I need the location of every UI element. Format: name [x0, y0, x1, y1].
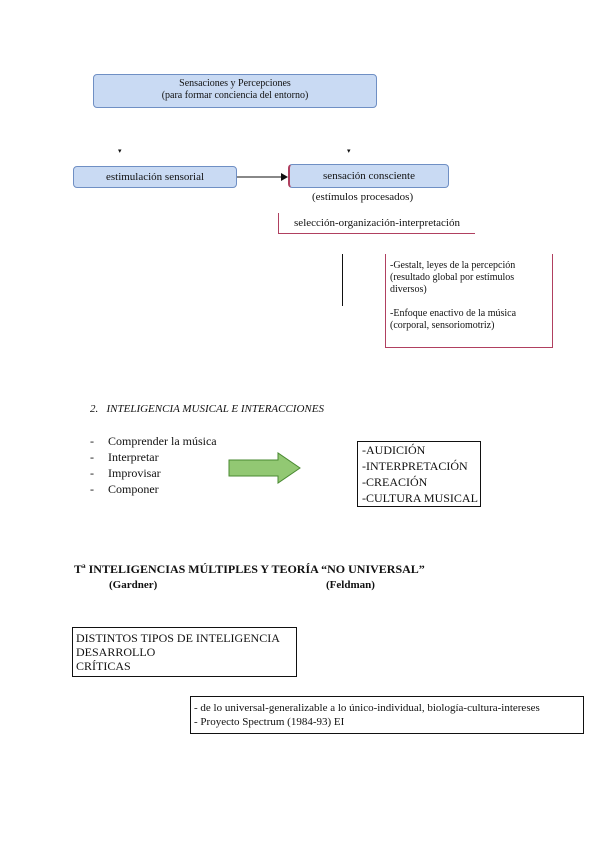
box-line: - Proyecto Spectrum (1984-93) EI — [194, 716, 345, 728]
section3-title: Tª INTELIGENCIAS MÚLTIPLES Y TEORÍA “NO UNIVERSAL” — [74, 562, 425, 576]
box-line: - de lo universal-generalizable a lo único-individual, biología-cultura-intereses — [194, 702, 540, 714]
processed-note: (estímulos procesados) — [312, 191, 414, 203]
gestalt-item: -Gestalt, leyes de la percepción (resultado global por estímulos diversos) — [390, 260, 516, 295]
feldman-label: (Feldman) — [326, 579, 375, 591]
selection-box: selección-organización-interpretación — [278, 213, 475, 234]
section2-heading: 2. INTELIGENCIA MUSICAL E INTERACCIONES — [90, 403, 324, 415]
stimulation-box: estimulación sensorial — [73, 166, 237, 188]
list-item: - Componer — [90, 481, 230, 497]
inteligencias-box — [72, 627, 297, 677]
gestalt-box — [385, 254, 553, 348]
result-item: -CREACIÓN — [362, 475, 428, 489]
list-item: - Comprender la música — [90, 433, 230, 449]
result-item: -INTERPRETACIÓN — [362, 459, 468, 473]
down-arrow-tick-left: ▾ — [118, 147, 122, 155]
box-line: DESARROLLO — [76, 645, 156, 659]
top-box — [93, 74, 377, 108]
connector-arrow — [235, 170, 289, 184]
box-line: DISTINTOS TIPOS DE INTELIGENCIA — [76, 631, 280, 645]
result-item: -CULTURA MUSICAL — [362, 491, 478, 505]
gardner-label: (Gardner) — [109, 579, 158, 591]
list-item: - Interpretar — [90, 449, 230, 465]
result-box — [357, 441, 481, 507]
top-box-title: Sensaciones y Percepciones — [179, 78, 291, 89]
vertical-divider — [342, 254, 343, 306]
section2-list — [90, 433, 230, 497]
right-arrow-icon — [228, 452, 302, 484]
list-item: - Improvisar — [90, 465, 230, 481]
down-arrow-tick-right: ▾ — [347, 147, 351, 155]
result-item: -AUDICIÓN — [362, 443, 426, 457]
box-line: CRÍTICAS — [76, 659, 131, 673]
conscious-box: sensación consciente — [288, 164, 449, 188]
enactive-item: -Enfoque enactivo de la música (corporal, sensoriomotriz) — [390, 308, 517, 331]
top-box-subtitle: (para formar conciencia del entorno) — [161, 90, 309, 101]
feldman-box — [190, 696, 584, 734]
